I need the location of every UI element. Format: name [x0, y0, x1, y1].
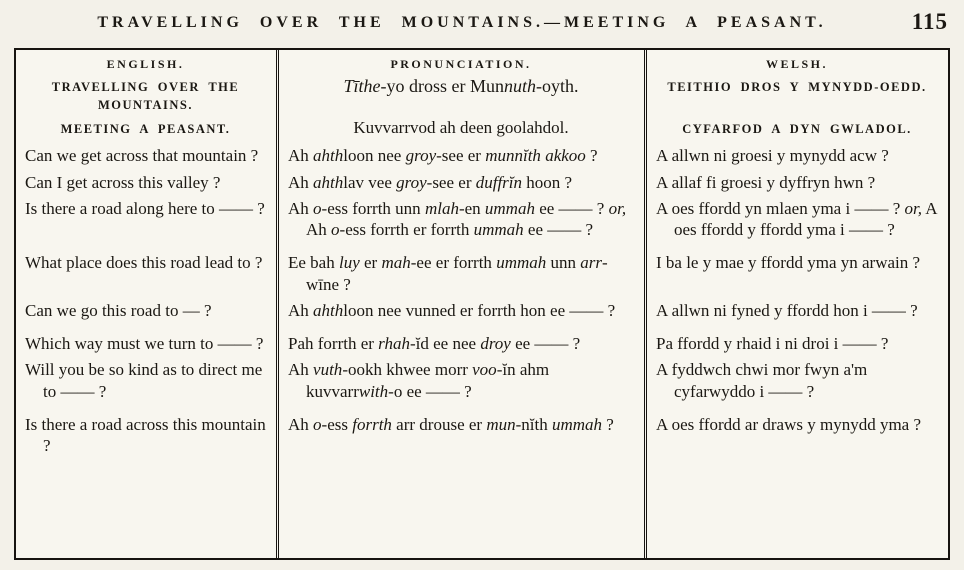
phrase-welsh: A allwn ni groesi y mynydd acw ? — [656, 146, 889, 166]
phrase-cell-english — [16, 404, 276, 558]
phrase-pronunciation: Pah forrth er rhah-ĭd ee nee droy ee —— ? — [288, 334, 581, 354]
phrase-english: Which way must we turn to —— ? — [25, 334, 264, 354]
phrase-cell-welsh — [644, 323, 948, 356]
phrase-english: Will you be so kind as to direct me to —— ? — [25, 360, 263, 401]
phrase-row — [16, 356, 948, 404]
phrase-cell-english — [16, 142, 276, 168]
phrase-row — [16, 297, 948, 323]
phrase-cell-pronunciation — [276, 242, 644, 297]
phrase-row — [16, 142, 948, 168]
phrase-cell-pronunciation — [276, 169, 644, 195]
phrase-welsh: I ba le y mae y ffordd yma yn arwain ? — [656, 253, 921, 273]
phrase-cell-welsh — [644, 404, 948, 558]
phrase-table — [14, 48, 950, 560]
phrase-welsh: A allaf fi groesi y dyffryn hwn ? — [656, 172, 876, 192]
phrase-cell-welsh — [644, 195, 948, 243]
phrase-cell-welsh — [644, 356, 948, 404]
section-subtitle-english: MEETING A PEASANT. — [60, 122, 231, 137]
phrase-welsh: A oes ffordd yn mlaen yma i —— ? or, A oes ffordd y ffordd yma i —— ? — [656, 198, 937, 240]
column-header-pronunciation: PRONUNCIATION. — [276, 50, 644, 74]
phrase-cell-pronunciation — [276, 297, 644, 323]
section-subtitle-row — [16, 116, 948, 142]
phrase-english: Is there a road along here to —— ? — [25, 198, 265, 218]
phrase-cell-english — [16, 323, 276, 356]
section-subtitle-pronunciation: Kuvvarrvod ah deen goolahdol. — [276, 116, 644, 142]
phrase-cell-welsh — [644, 169, 948, 195]
phrase-row — [16, 195, 948, 243]
column-header-english: ENGLISH. — [106, 57, 185, 71]
phrase-cell-pronunciation — [276, 404, 644, 558]
phrase-pronunciation: Ah vuth-ookh khwee morr voo-ĭn ahm kuvvarrwith-o ee —— ? — [288, 360, 550, 401]
section-title-welsh: TEITHIO DROS Y MYNYDD-OEDD. — [644, 74, 948, 116]
phrase-english: What place does this road lead to ? — [25, 253, 263, 273]
phrase-english: Is there a road across this mountain ? — [25, 414, 266, 456]
phrase-cell-english — [16, 242, 276, 297]
phrase-cell-english — [16, 297, 276, 323]
phrase-row — [16, 242, 948, 297]
phrase-pronunciation: Ah o-ess forrth arr drouse er mun-nĭth ummah ? — [288, 414, 614, 434]
page-title: TRAVELLING OVER THE MOUNTAINS.—MEETING A PEASANT. — [97, 14, 827, 31]
running-head — [14, 6, 950, 44]
page-number: 115 — [911, 9, 948, 34]
phrase-cell-pronunciation — [276, 323, 644, 356]
phrase-cell-pronunciation — [276, 142, 644, 168]
column-headers-row — [16, 50, 948, 74]
column-header-welsh: WELSH. — [644, 50, 948, 74]
phrase-row — [16, 323, 948, 356]
phrase-pronunciation: Ah ahthloon nee groy-see er munnĭth akkoo ? — [288, 146, 598, 166]
phrase-pronunciation: Ee bah luy er mah-ee er forrth ummah unn arr-wīne ? — [288, 253, 608, 294]
phrase-pronunciation: Ah ahthloon nee vunned er forrth hon ee —— ? — [288, 300, 616, 320]
phrase-english: Can I get across this valley ? — [25, 172, 221, 192]
phrase-cell-english — [16, 169, 276, 195]
phrase-cell-welsh — [644, 297, 948, 323]
phrase-cell-pronunciation — [276, 195, 644, 243]
phrase-english: Can we get across that mountain ? — [25, 146, 259, 166]
section-title-english: TRAVELLING OVER THE MOUNTAINS. — [51, 80, 240, 113]
phrase-cell-welsh — [644, 242, 948, 297]
phrase-pronunciation: Ah ahthlav vee groy-see er duffrĭn hoon ? — [288, 172, 573, 192]
phrase-cell-welsh — [644, 142, 948, 168]
phrase-english: Can we go this road to — ? — [25, 300, 212, 320]
phrase-pronunciation: Ah o-ess forrth unn mlah-en ummah ee —— ? or, Ah o-ess forrth er forrth ummah ee —— ? — [288, 198, 627, 240]
phrase-cell-english — [16, 356, 276, 404]
phrase-welsh: Pa ffordd y rhaid i ni droi i —— ? — [656, 334, 889, 354]
phrase-welsh: A fyddwch chwi mor fwyn a'm cyfarwyddo i —— ? — [656, 360, 868, 401]
phrase-row — [16, 404, 948, 558]
phrase-welsh: A allwn ni fyned y ffordd hon i —— ? — [656, 300, 918, 320]
phrase-welsh: A oes ffordd ar draws y mynydd yma ? — [656, 414, 922, 434]
section-title-row — [16, 74, 948, 116]
section-title-pronunciation: Tīthe-yo dross er Munnuth-oyth. — [276, 74, 644, 116]
phrase-cell-pronunciation — [276, 356, 644, 404]
phrase-row — [16, 169, 948, 195]
section-subtitle-welsh: CYFARFOD A DYN GWLADOL. — [644, 116, 948, 142]
phrase-cell-english — [16, 195, 276, 243]
